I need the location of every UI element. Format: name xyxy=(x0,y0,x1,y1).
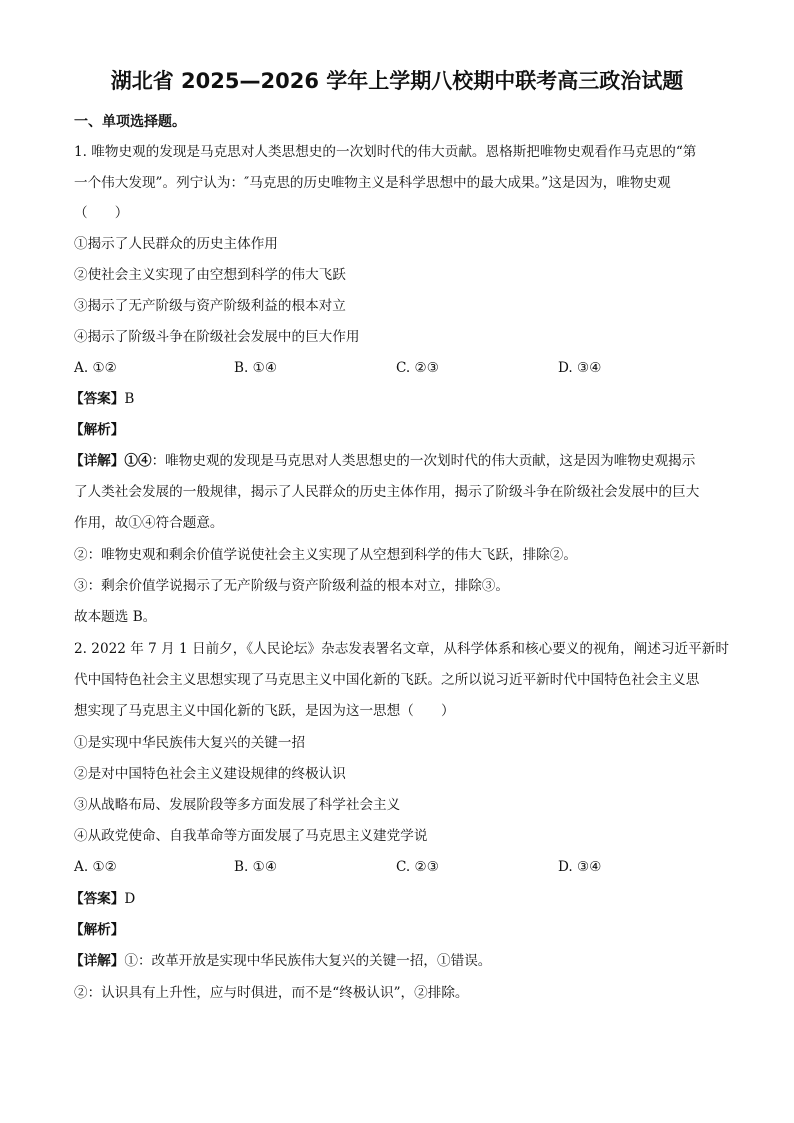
q2-statement-1: ①是实现中华民族伟大复兴的关键一招 xyxy=(74,735,306,751)
q2-stem-line-1: 2. 2022 年 7 月 1 日前夕，《人民论坛》杂志发表署名文章，从科学体系和核心要义的视角，阐述习近平新时 xyxy=(74,641,729,657)
q1-option-a: A. ①② xyxy=(74,360,117,376)
q1-stem-line-2: 一个伟大发现”。列宁认为：″马克思的历史唯物主义是科学思想中的最大成果。”这是因为，唯物史观 xyxy=(74,175,671,191)
q1-detail-line-3: 作用，故①④符合题意。 xyxy=(74,515,224,531)
q1-answer xyxy=(70,389,720,409)
q2-statement-3: ③从战略布局、发展阶段等多方面发展了科学社会主义 xyxy=(74,797,401,813)
q1-statement-1: ①揭示了人民群众的历史主体作用 xyxy=(74,236,278,252)
q1-statement-3: ③揭示了无产阶级与资产阶级利益的根本对立 xyxy=(74,298,346,314)
q1-statement-4: ④揭示了阶级斗争在阶级社会发展中的巨大作用 xyxy=(74,329,360,345)
q2-stem-line-3: 想实现了马克思主义中国化新的飞跃，是因为这一思想（ ） xyxy=(74,703,455,719)
q2-options xyxy=(74,857,724,877)
q1-stem-line-1: 1. 唯物史观的发现是马克思对人类思想史的一次划时代的伟大贡献。恩格斯把唯物史观看作马克思的“第 xyxy=(74,144,697,160)
q1-detail-line-1 xyxy=(70,451,720,471)
section-heading: 一、单项选择题。 xyxy=(74,114,186,130)
q2-detail-line-1 xyxy=(70,951,720,971)
q2-analysis-label: 【解析】 xyxy=(70,922,125,938)
q1-options xyxy=(74,358,724,378)
q1-detail-line-2: 了人类社会发展的一般规律，揭示了人民群众的历史主体作用，揭示了阶级斗争在阶级社会发展中的巨大 xyxy=(74,484,700,500)
q2-answer-value: D xyxy=(124,891,136,907)
q2-statement-2: ②是对中国特色社会主义建设规律的终极认识 xyxy=(74,766,346,782)
q1-option-d: D. ③④ xyxy=(558,360,602,376)
q1-stem-line-3: （ ） xyxy=(74,205,129,221)
q1-answer-label: 【答案】 xyxy=(70,391,125,407)
q1-option-b: B. ①④ xyxy=(234,360,278,376)
q1-extra-line-2: ③：剩余价值学说揭示了无产阶级与资产阶级利益的根本对立，排除③。 xyxy=(74,578,509,594)
q1-detail-label: 【详解】 xyxy=(70,453,125,469)
q1-statement-2: ②使社会主义实现了由空想到科学的伟大飞跃 xyxy=(74,267,346,283)
q2-detail-label: 【详解】 xyxy=(70,953,125,969)
q2-extra-line-1: ②：认识具有上升性，应与时俱进，而不是“终极认识”，②排除。 xyxy=(74,985,469,1001)
q1-detail-text-1: ：唯物史观的发现是马克思对人类思想史的一次划时代的伟大贡献，这是因为唯物史观揭示 xyxy=(151,453,696,469)
q1-option-c: C. ②③ xyxy=(396,360,439,376)
q2-answer xyxy=(70,889,720,909)
q2-answer-label: 【答案】 xyxy=(70,891,125,907)
q2-statement-4: ④从政党使命、自我革命等方面发展了马克思主义建党学说 xyxy=(74,828,428,844)
q2-stem-line-2: 代中国特色社会主义思想实现了马克思主义中国化新的飞跃。之所以说习近平新时代中国特色社会主义思 xyxy=(74,672,700,688)
q1-extra-line-1: ②：唯物史观和剩余价值学说使社会主义实现了从空想到科学的伟大飞跃，排除②。 xyxy=(74,547,577,563)
q1-answer-value: B xyxy=(124,391,135,407)
q2-option-c: C. ②③ xyxy=(396,859,439,875)
q2-option-d: D. ③④ xyxy=(558,859,602,875)
page-title: 湖北省 2025—2026 学年上学期八校期中联考高三政治试题 xyxy=(110,69,684,93)
q1-detail-lead: ①④ xyxy=(124,453,152,469)
q1-analysis-label: 【解析】 xyxy=(70,422,125,438)
q2-detail-text: ①：改革开放是实现中华民族伟大复兴的关键一招，①错误。 xyxy=(124,953,492,969)
q1-extra-line-3: 故本题选 B。 xyxy=(74,609,157,625)
q2-option-a: A. ①② xyxy=(74,859,117,875)
q2-option-b: B. ①④ xyxy=(234,859,278,875)
